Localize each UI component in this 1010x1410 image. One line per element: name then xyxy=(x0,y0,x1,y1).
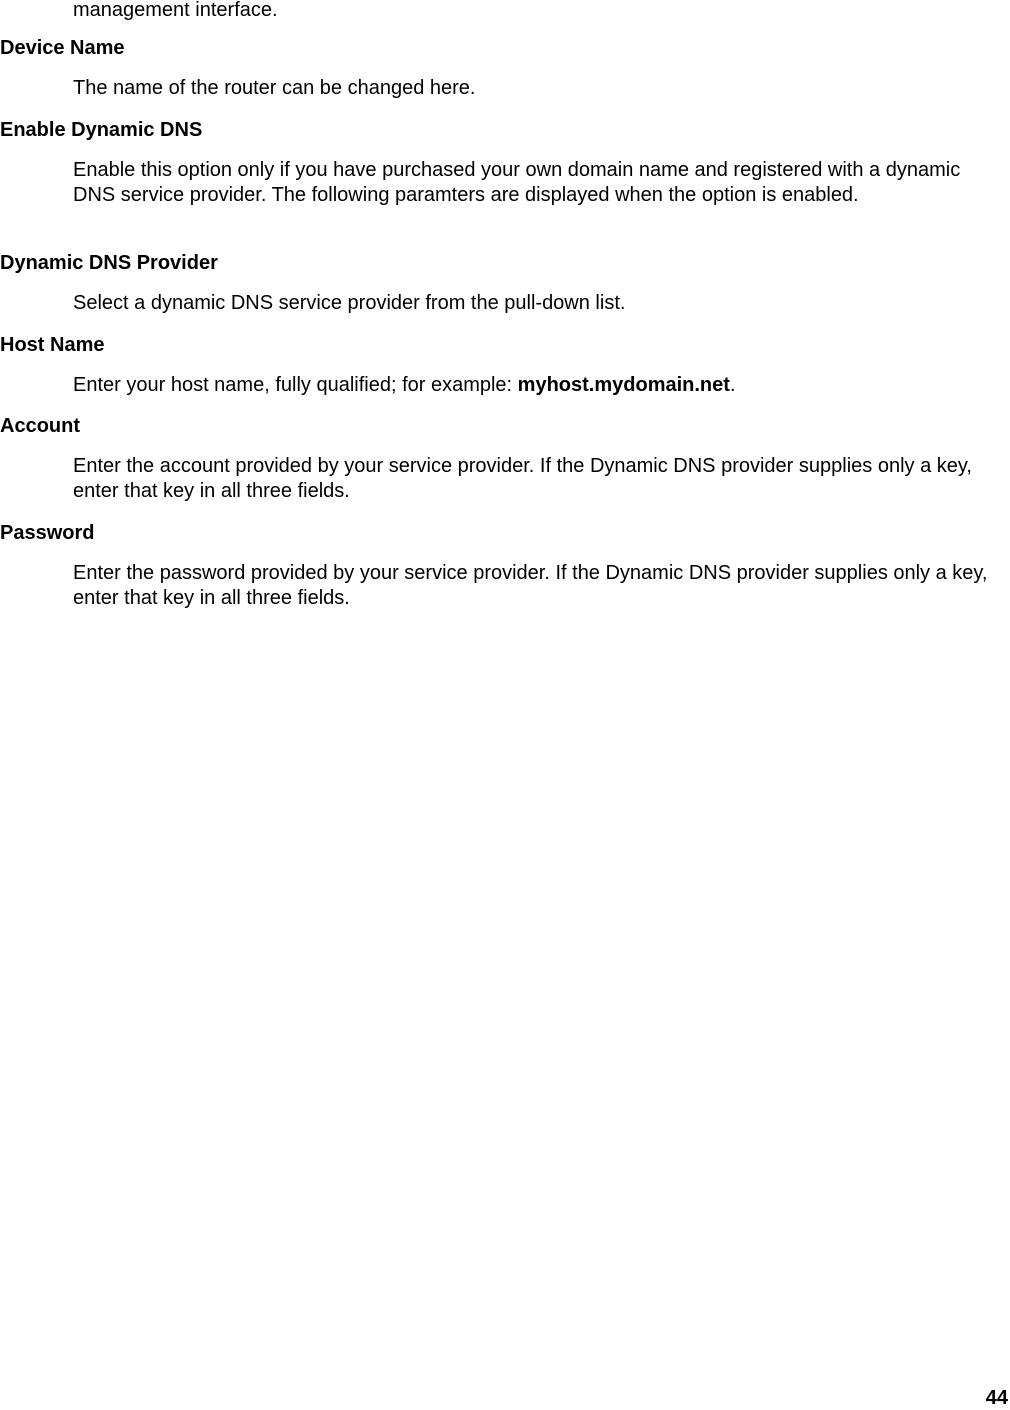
page-number: 44 xyxy=(985,1387,1008,1409)
intro-continuation: management interface. xyxy=(73,0,278,21)
entry-password xyxy=(0,520,990,611)
desc-host-name-suffix: . xyxy=(729,374,736,396)
entry-dynamic-dns-provider xyxy=(0,250,990,316)
desc-dynamic-dns-provider: Select a dynamic DNS service provider from the pull-down list. xyxy=(73,292,626,314)
term-device-name: Device Name xyxy=(0,37,125,59)
desc-account: Enter the account provided by your service provider. If the Dynamic DNS provider supplies only a key, enter that key in all three fields. xyxy=(73,455,972,502)
entry-device-name xyxy=(0,35,990,101)
term-dynamic-dns-provider: Dynamic DNS Provider xyxy=(0,252,218,274)
term-password: Password xyxy=(0,522,95,544)
desc-enable-dynamic-dns: Enable this option only if you have purchased your own domain name and registered with a dynamic DNS service provider. The following paramters are displayed when the option is enabled. xyxy=(73,159,961,206)
desc-device-name: The name of the router can be changed here. xyxy=(73,77,476,99)
term-enable-dynamic-dns: Enable Dynamic DNS xyxy=(0,119,203,141)
term-account: Account xyxy=(0,415,80,437)
host-name-example: myhost.mydomain.net xyxy=(517,374,730,396)
entry-host-name xyxy=(0,332,990,398)
entry-account xyxy=(0,413,990,504)
term-host-name: Host Name xyxy=(0,334,105,356)
entry-enable-dynamic-dns xyxy=(0,117,990,208)
desc-host-name-prefix: Enter your host name, fully qualified; for example: xyxy=(73,374,518,396)
desc-password: Enter the password provided by your service provider. If the Dynamic DNS provider supplies only a key, enter that key in all three fields. xyxy=(73,562,988,609)
desc-host-name xyxy=(73,373,988,398)
